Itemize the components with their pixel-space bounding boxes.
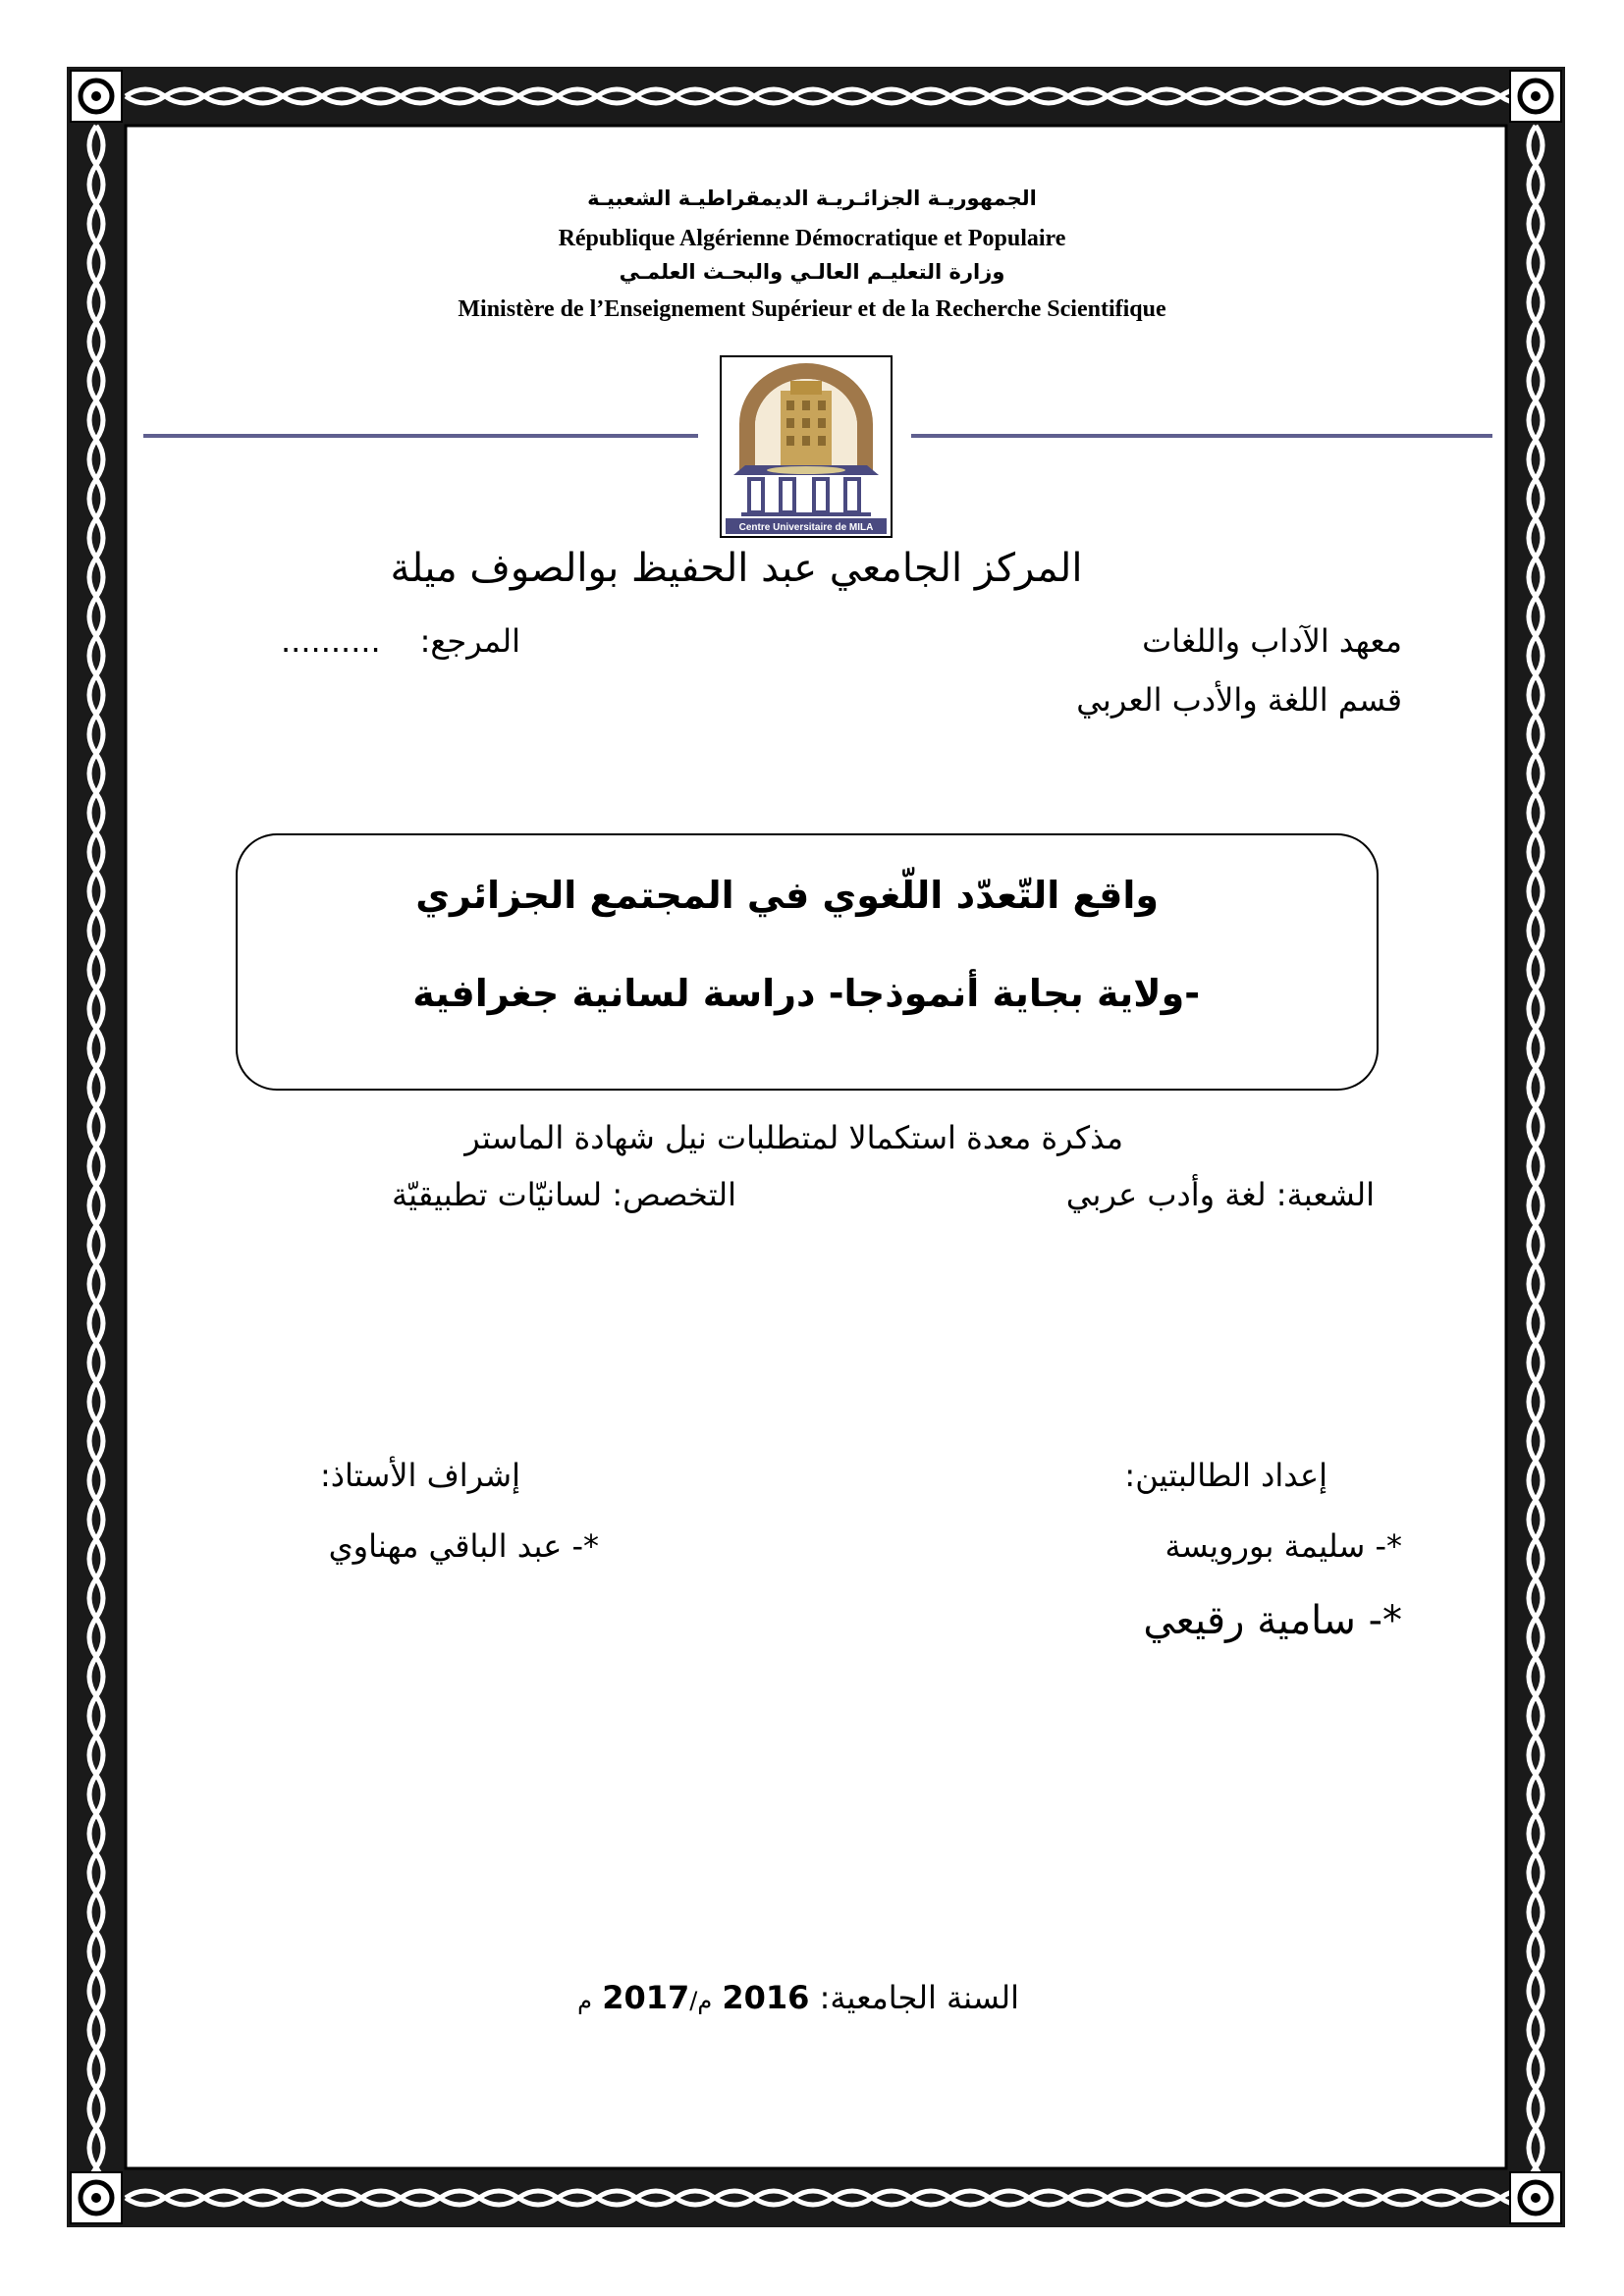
- department-name: قسم اللغة والأدب العربي: [1076, 681, 1402, 719]
- academic-year-unit-2: م: [577, 1987, 593, 2014]
- ministry-arabic: وزارة التعليـم العالـي والبحـث العلمـي: [619, 260, 1005, 284]
- separator-right: [911, 434, 1492, 438]
- thesis-title-box: [236, 833, 1379, 1091]
- reference-value: ..........: [281, 622, 381, 660]
- republic-arabic: الجمهوريـة الجزائـريـة الديمقراطيـة الشعبيـة: [587, 187, 1037, 210]
- academic-year-start: 2016: [722, 1979, 810, 2016]
- thesis-title-line1: واقع التّعدّد اللّغوي في المجتمع الجزائري: [415, 874, 1159, 917]
- logo-caption: Centre Universitaire de MILA: [738, 522, 874, 533]
- ministry-french: Ministère de l’Enseignement Supérieur et de la Recherche Scientifique: [458, 296, 1166, 322]
- branch: الشعبة: لغة وأدب عربي: [1065, 1176, 1375, 1213]
- academic-year-end: 2017: [602, 1979, 690, 2016]
- student-2: *- سامية رقيعي: [1143, 1598, 1402, 1643]
- university-logo: [720, 355, 893, 538]
- university-name: المركز الجامعي عبد الحفيظ بوالصوف ميلة: [390, 546, 1083, 591]
- supervisor-name: *- عبد الباقي مهناوي: [328, 1527, 599, 1565]
- republic-french: République Algérienne Démocratique et Populaire: [558, 226, 1066, 251]
- academic-year-unit-1: م/: [689, 1987, 713, 2014]
- student-1: *- سليمة بورويسة: [1164, 1527, 1402, 1565]
- students-label: إعداد الطالبتين:: [1124, 1457, 1327, 1494]
- memo-purpose: مذكرة معدة استكمالا لمتطلبات نيل شهادة الماستر: [464, 1119, 1123, 1156]
- reference-label: المرجع:: [419, 622, 520, 660]
- supervisor-label: إشراف الأستاذ:: [320, 1457, 520, 1494]
- specialty: التخصص: لسانيّات تطبيقيّة: [392, 1176, 736, 1213]
- institute-name: معهد الآداب واللغات: [1142, 622, 1402, 660]
- academic-year-label: السنة الجامعية:: [819, 1979, 1019, 2016]
- academic-year: [577, 1979, 1019, 2016]
- thesis-title-line2: -ولاية بجاية أنموذجا- دراسة لسانية جغرافية: [412, 972, 1200, 1015]
- separator-left: [143, 434, 698, 438]
